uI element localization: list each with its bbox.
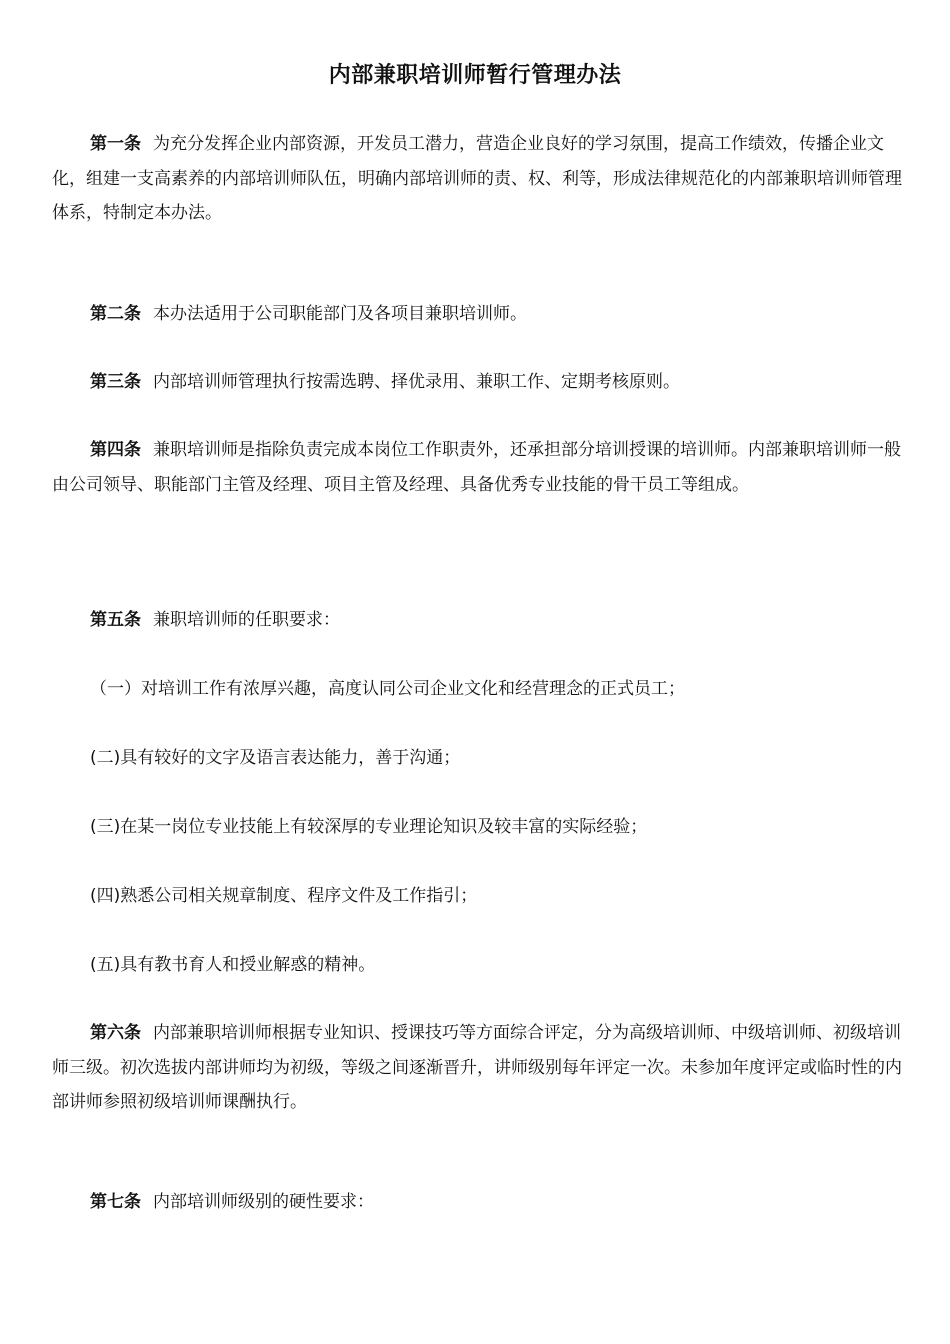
document-title: 内部兼职培训师暂行管理办法 <box>328 63 622 88</box>
article-label: 第四条 <box>90 440 141 460</box>
article-5 <box>52 603 902 638</box>
article-6 <box>52 1016 902 1120</box>
article-3 <box>52 365 902 400</box>
article-label: 第七条 <box>90 1192 141 1212</box>
requirement-item-3: (三)在某一岗位专业技能上有较深厚的专业理论知识及较丰富的实际经验； <box>90 817 648 837</box>
article-label: 第一条 <box>90 134 141 154</box>
article-label: 第六条 <box>90 1023 141 1043</box>
article-text: 本办法适用于公司职能部门及各项目兼职培训师。 <box>153 304 527 324</box>
article-text: 为充分发挥企业内部资源，开发员工潜力，营造企业良好的学习氛围，提高工作绩效，传播企业文化，组建一支高素养的内部培训师队伍，明确内部培训师的责、权、利等，形成法律规范化的内部兼职培训师管理体系，特制定本办法。 <box>52 134 902 223</box>
article-text: 内部培训师级别的硬性要求： <box>153 1192 374 1212</box>
article-label: 第二条 <box>90 304 141 324</box>
article-label: 第五条 <box>90 610 141 630</box>
article-label: 第三条 <box>90 372 141 392</box>
article-text: 内部培训师管理执行按需选聘、择优录用、兼职工作、定期考核原则。 <box>153 372 680 392</box>
article-text: 内部兼职培训师根据专业知识、授课技巧等方面综合评定，分为高级培训师、中级培训师、初级培训师三级。初次选拔内部讲师均为初级，等级之间逐渐晋升，讲师级别每年评定一次。未参加年度评定或临时性的内部讲师参照初级培训师课酬执行。 <box>52 1023 902 1112</box>
requirement-item-4: (四)熟悉公司相关规章制度、程序文件及工作指引； <box>90 886 478 906</box>
article-2 <box>52 297 902 332</box>
article-1 <box>52 127 902 231</box>
article-text: 兼职培训师是指除负责完成本岗位工作职责外，还承担部分培训授课的培训师。内部兼职培训师一般由公司领导、职能部门主管及经理、项目主管及经理、具备优秀专业技能的骨干员工等组成。 <box>52 440 901 495</box>
article-7 <box>52 1185 902 1220</box>
article-text: 兼职培训师的任职要求： <box>153 610 340 630</box>
requirement-item-5: (五)具有教书育人和授业解惑的精神。 <box>90 955 376 975</box>
article-4 <box>52 433 902 502</box>
requirement-item-1: （一）对培训工作有浓厚兴趣，高度认同公司企业文化和经营理念的正式员工； <box>90 679 685 699</box>
requirement-item-2: (二)具有较好的文字及语言表达能力，善于沟通； <box>90 748 461 768</box>
